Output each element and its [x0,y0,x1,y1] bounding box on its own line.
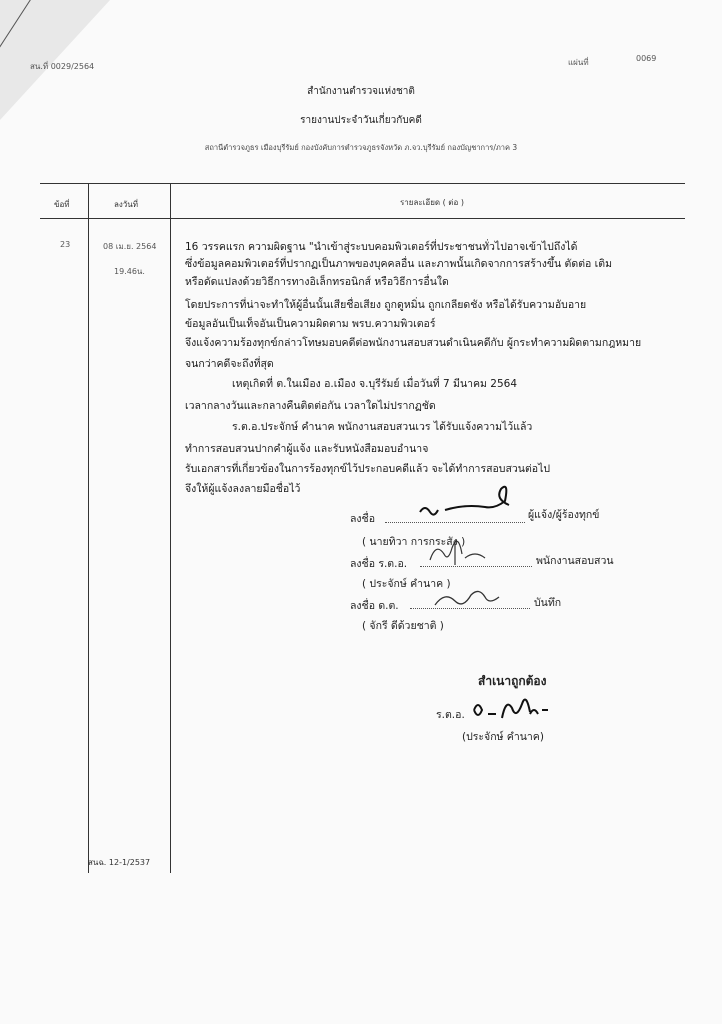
sign-name-3: ( จักรี ดีด้วยชาติ ) [362,620,444,632]
station-line: สถานีตำรวจภูธร เมืองบุรีรัมย์ กองบังคับการตำรวจภูธรจังหวัด ภ.จว.บุรีรัมย์ กองบัญชาการ/ภาค 3 [204,143,518,152]
detail-line-5: ข้อมูลอันเป็นเท็จอันเป็นความผิดตาม พรบ.ความพิวเตอร์ [185,318,436,330]
detail-line-3: หรือดัดแปลงด้วยวิธีการทางอิเล็กทรอนิกส์ หรือวิธีการอื่นใด [185,276,449,288]
sign-role-1: ผู้แจ้ง/ผู้ร้องทุกข์ [528,509,600,521]
table-top-border [40,183,685,184]
signature-recorder [430,585,510,615]
certify-signature [470,690,550,730]
certify-rank: ร.ต.อ. [436,709,465,721]
doc-number: สน.ที่ 0029/2564 [30,62,95,71]
detail-line-9: เวลากลางวันและกลางคืนติดต่อกัน เวลาใดไม่ปรากฏชัด [185,400,436,412]
detail-line-6: จึงแจ้งความร้องทุกข์กล่าวโทษมอบคดีต่อพนักงานสอบสวนดำเนินคดีกับ ผู้กระทำความผิดตามกฎหมาย [185,337,642,349]
signature-complainant [400,480,530,525]
col-header-detail: รายละเอียด ( ต่อ ) [400,198,464,207]
col-header-no: ข้อที่ [54,200,70,209]
org-name: สำนักงานตำรวจแห่งชาติ [307,86,415,97]
certified-copy-title: สำเนาถูกต้อง [478,674,547,688]
page-label: แผ่นที่ [568,58,589,67]
detail-line-8: เหตุเกิดที่ ต.ในเมือง อ.เมือง จ.บุรีรัมย์ เมื่อวันที่ 7 มีนาคม 2564 [232,378,518,390]
signature-investigator [425,530,505,570]
page-number: 0069 [636,54,657,63]
col-header-date: ลงวันที่ [114,200,139,209]
sign-role-3: บันทึก [534,597,562,609]
entry-number: 23 [60,240,71,249]
detail-line-1: 16 วรรคแรก ความผิดฐาน "นำเข้าสู่ระบบคอมพิวเตอร์ที่ประชาชนทั่วไปอาจเข้าไปถึงได้ [185,241,578,253]
detail-line-12: รับเอกสารที่เกี่ยวข้องในการร้องทุกข์ไว้ประกอบคดีแล้ว จะได้ทำการสอบสวนต่อไป [185,463,551,475]
sign-label-2: ลงชื่อ ร.ต.อ. [350,558,408,570]
sign-name-1: ( นายทิวา การกระสัง ) [362,536,466,548]
sign-role-2: พนักงานสอบสวน [536,555,614,567]
detail-line-2: ซึ่งข้อมูลคอมพิวเตอร์ที่ปรากฏเป็นภาพของบุคคลอื่น และภาพนั้นเกิดจากการสร้างขึ้น ตัดต่อ เติม [185,258,612,270]
sign-label-1: ลงชื่อ [350,513,375,525]
detail-line-13: จึงให้ผู้แจ้งลงลายมือชื่อไว้ [185,483,301,495]
column-divider-2 [170,183,171,873]
report-title: รายงานประจำวันเกี่ยวกับคดี [300,115,422,126]
detail-line-4: โดยประการที่น่าจะทำให้ผู้อื่นนั้นเสียชื่อเสียง ถูกดูหมิ่น ถูกเกลียดชัง หรือได้รับความอับอาย [185,299,587,311]
sign-label-3: ลงชื่อ ด.ต. [350,600,399,612]
entry-date: 08 เม.ย. 2564 [103,242,157,251]
column-divider-1 [88,183,89,873]
detail-line-7: จนกว่าคดีจะถึงที่สุด [185,358,274,370]
detail-line-10: ร.ต.อ.ประจักษ์ คำนาค พนักงานสอบสวนเวร ได้รับแจ้งความไว้แล้ว [232,421,533,433]
table-header-border [40,218,685,219]
detail-line-11: ทำการสอบสวนปากคำผู้แจ้ง และรับหนังสือมอบอำนาจ [185,443,429,455]
certify-name: (ประจักษ์ คำนาค) [462,731,544,743]
entry-time: 19.46น. [114,267,145,276]
sign-name-2: ( ประจักษ์ คำนาค ) [362,578,451,590]
form-code: สนฉ. 12-1/2537 [88,858,151,867]
